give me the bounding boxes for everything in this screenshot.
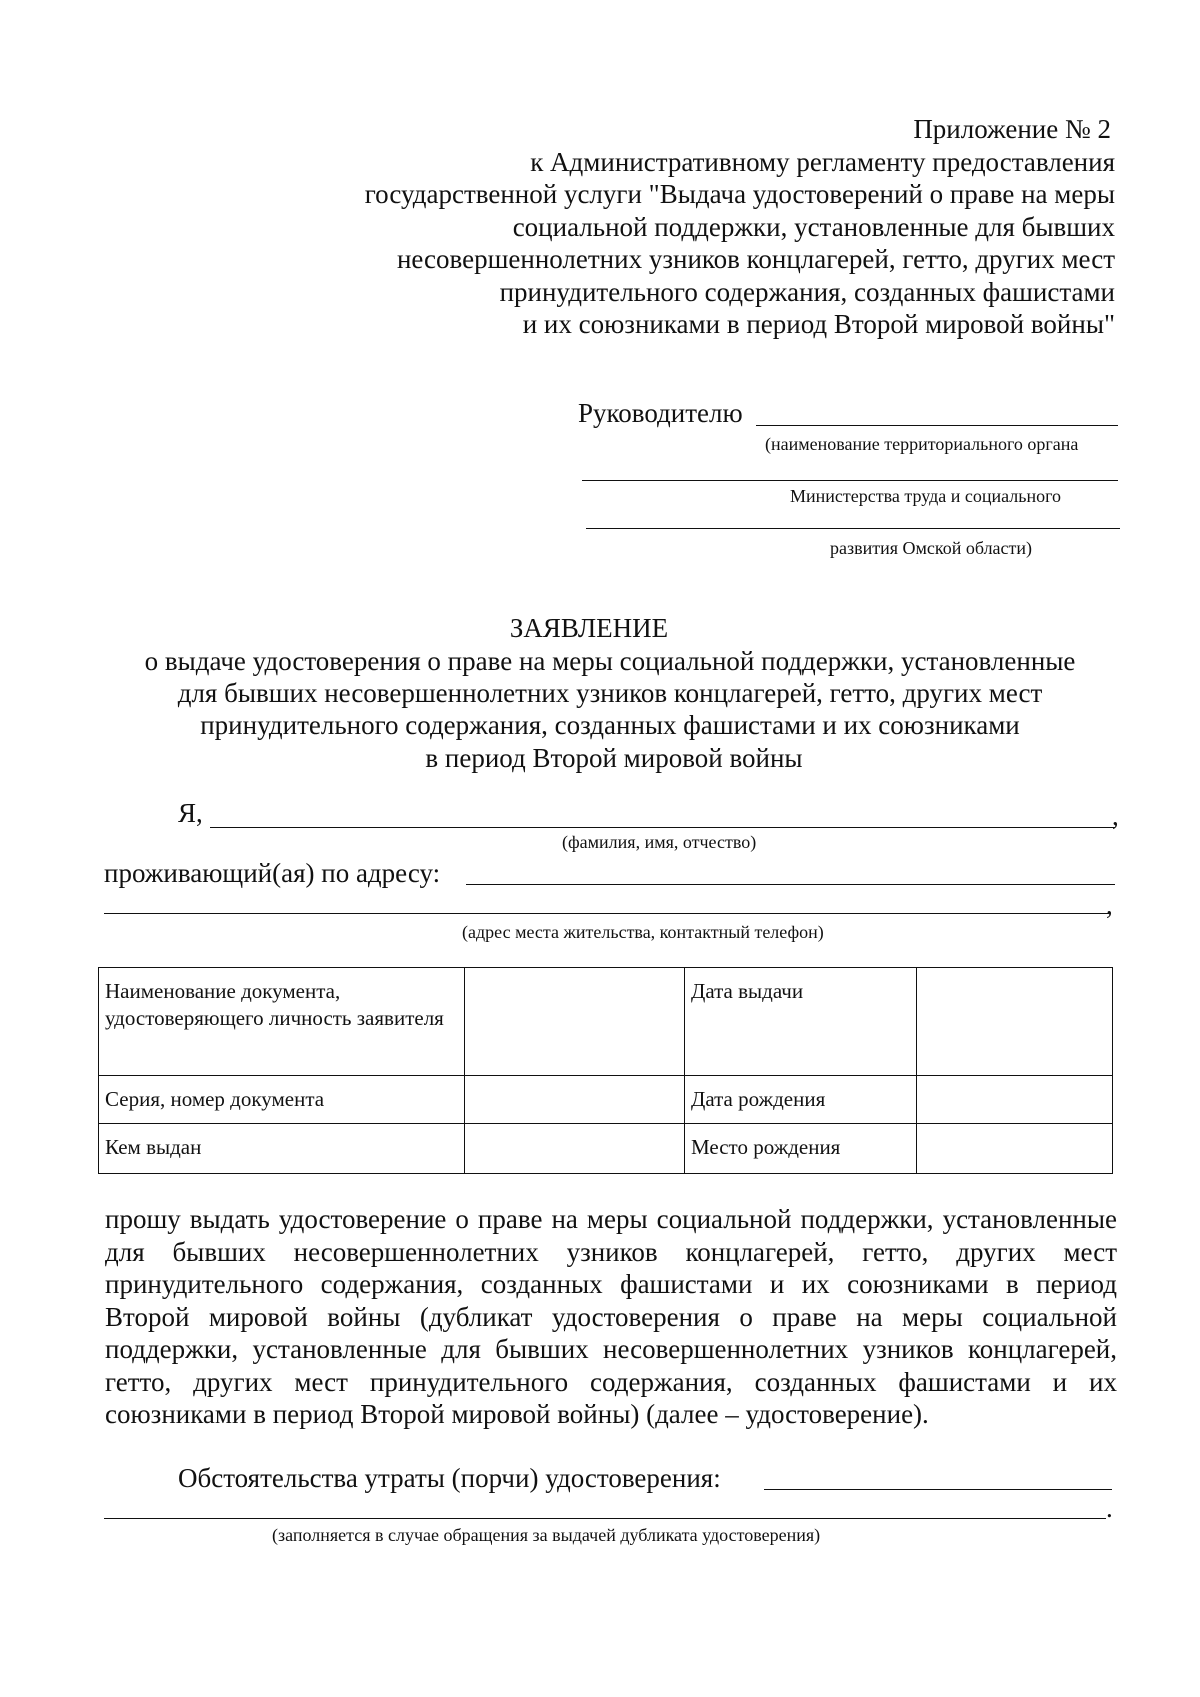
addressee-line-1[interactable] <box>756 425 1118 426</box>
document-title: ЗАЯВЛЕНИЕ <box>509 613 669 643</box>
table-cell-label: Наименование документа, удостоверяющего личность заявителя <box>99 968 465 1076</box>
addressee-hint-3: развития Омской области) <box>830 538 1033 558</box>
addressee-line-2[interactable] <box>582 480 1118 481</box>
i-label: Я, <box>178 798 203 828</box>
heading-line: для бывших несовершеннолетних узников концлагерей, гетто, других мест <box>177 678 1043 708</box>
fio-comma: , <box>1112 801 1119 831</box>
appendix-line: государственной услуги "Выдача удостоверений о праве на меры <box>364 179 1115 209</box>
table-cell-label: Дата рождения <box>685 1076 917 1124</box>
appendix-header <box>200 113 1115 341</box>
address-hint: (адрес места жительства, контактный телефон) <box>462 922 824 942</box>
table-row <box>99 1076 1113 1124</box>
table-cell-label: Серия, номер документа <box>99 1076 465 1124</box>
table-cell-input[interactable] <box>917 1076 1113 1124</box>
addressee-hint-2: Министерства труда и социального <box>790 486 1062 506</box>
fio-input-line[interactable] <box>210 827 1115 828</box>
circumstances-input-line-1[interactable] <box>764 1489 1112 1490</box>
addressee-label: Руководителю <box>578 398 743 428</box>
identity-document-table <box>98 967 1113 1174</box>
address-input-line-2[interactable] <box>104 913 1109 914</box>
table-cell-input[interactable] <box>917 1124 1113 1174</box>
heading-line: о выдаче удостоверения о праве на меры социальной поддержки, установленные <box>144 646 1076 676</box>
appendix-line: к Административному регламенту предоставления <box>530 146 1115 177</box>
request-paragraph: прошу выдать удостоверение о праве на меры социальной поддержки, установленные для бывших несовершеннолетних узников концлагерей, гетто, других мест принудительного содержания, созданных фашистами и их союзниками в период Второй мировой войны (дубликат удостоверения о праве на меры социальной поддержки, установленные для бывших несовершеннолетних узников концлагерей, гетто, других мест принудительного содержания, созданных фашистами и их союзниками в период Второй мировой войны) (далее – удостоверение). <box>105 1204 1117 1429</box>
address-comma: , <box>1106 890 1113 920</box>
appendix-line: социальной поддержки, установленные для бывших <box>512 211 1115 242</box>
table-cell-input[interactable] <box>917 968 1113 1076</box>
circumstances-input-line-2[interactable] <box>104 1518 1106 1519</box>
addressee-line-3[interactable] <box>586 528 1120 529</box>
circumstances-period: . <box>1106 1493 1113 1523</box>
table-cell-input[interactable] <box>465 1076 685 1124</box>
appendix-line: принудительного содержания, созданных фашистами <box>499 276 1115 307</box>
table-row <box>99 968 1113 1076</box>
table-row <box>99 1124 1113 1174</box>
appendix-title: Приложение № 2 <box>913 114 1111 144</box>
heading-line: в период Второй мировой войны <box>425 743 803 773</box>
addressee-hint-1: (наименование территориального органа <box>765 434 1079 454</box>
address-input-line-1[interactable] <box>466 884 1115 885</box>
heading-line: принудительного содержания, созданных фашистами и их союзниками <box>200 710 1020 740</box>
table-cell-label: Кем выдан <box>99 1124 465 1174</box>
circumstances-label: Обстоятельства утраты (порчи) удостоверения: <box>178 1463 721 1493</box>
fio-hint: (фамилия, имя, отчество) <box>562 832 757 852</box>
table-cell-input[interactable] <box>465 1124 685 1174</box>
circumstances-hint: (заполняется в случае обращения за выдачей дубликата удостоверения) <box>272 1525 821 1545</box>
address-label: проживающий(ая) по адресу: <box>104 858 441 888</box>
table-cell-input[interactable] <box>465 968 685 1076</box>
table-cell-label: Дата выдачи <box>685 968 917 1076</box>
appendix-line: и их союзниками в период Второй мировой войны" <box>522 309 1115 339</box>
table-cell-label: Место рождения <box>685 1124 917 1174</box>
appendix-line: несовершеннолетних узников концлагерей, гетто, других мест <box>396 244 1115 274</box>
